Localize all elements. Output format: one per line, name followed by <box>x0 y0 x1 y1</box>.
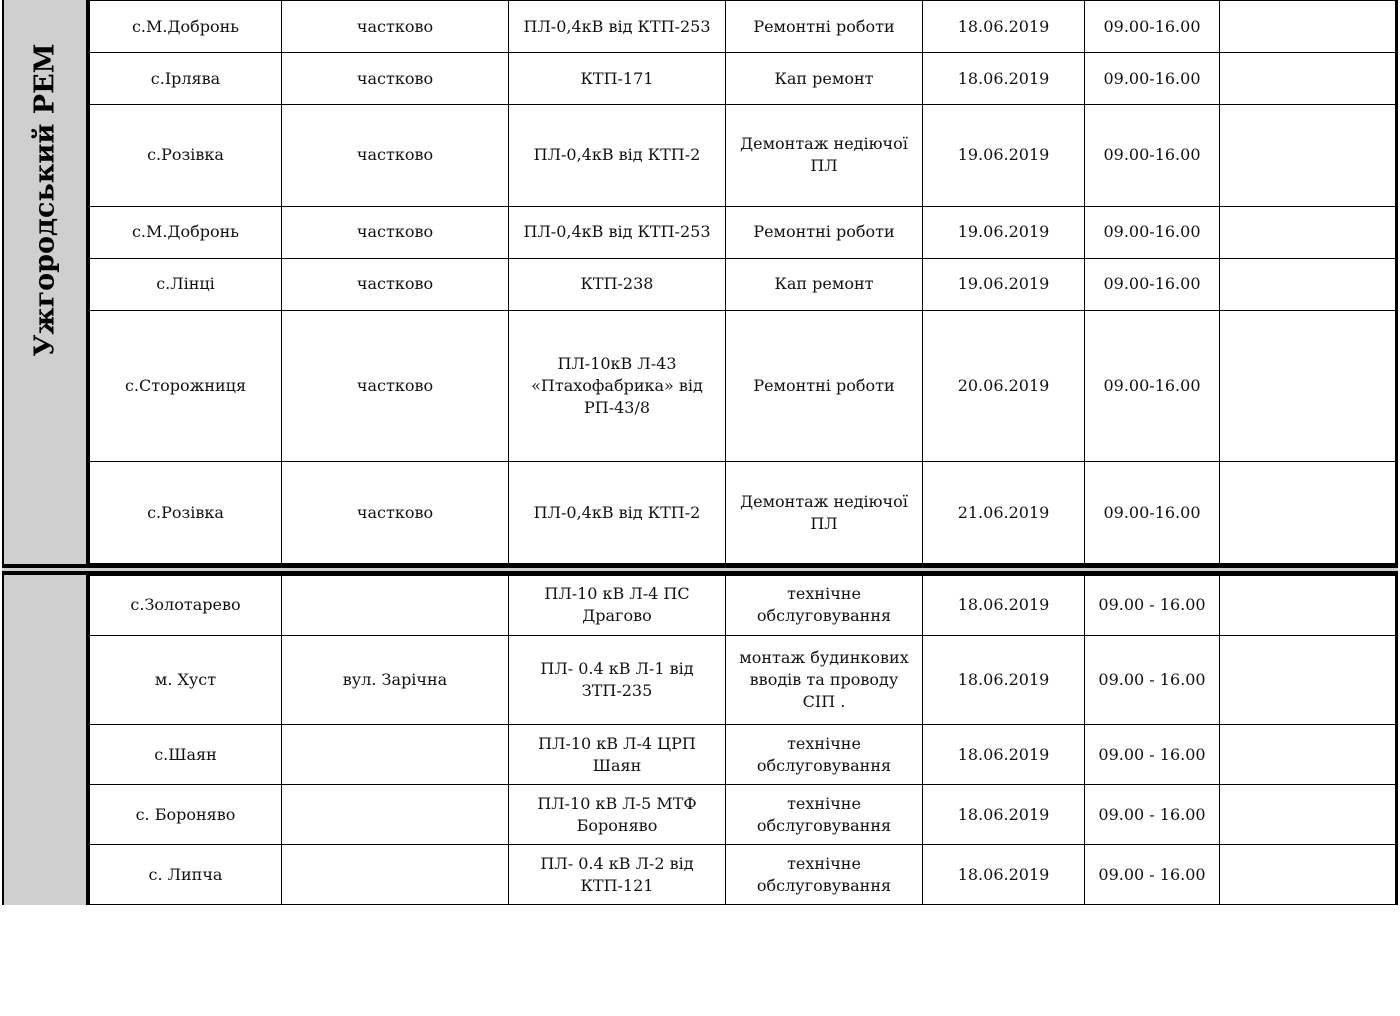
time-cell: 09.00-16.00 <box>1085 462 1220 564</box>
object-cell: КТП-238 <box>509 258 726 310</box>
time-cell: 09.00-16.00 <box>1085 258 1220 310</box>
date-cell: 18.06.2019 <box>923 1 1085 53</box>
place-cell: с.М.Добронь <box>90 206 282 258</box>
table-row <box>90 206 1396 258</box>
place-cell: с.М.Добронь <box>90 1 282 53</box>
note-cell <box>1220 105 1396 207</box>
note-cell <box>1220 785 1396 845</box>
object-cell: ПЛ-10 кВ Л-4 ЦРП Шаян <box>509 725 726 785</box>
time-cell: 09.00 - 16.00 <box>1085 845 1220 905</box>
table-row <box>90 462 1396 564</box>
work-type-cell: Кап ремонт <box>726 53 923 105</box>
place-cell: с.Золотарево <box>90 576 282 636</box>
object-cell: КТП-171 <box>509 53 726 105</box>
date-cell: 19.06.2019 <box>923 105 1085 207</box>
table-row <box>90 725 1396 785</box>
date-cell: 18.06.2019 <box>923 845 1085 905</box>
work-type-cell: технічне обслуговування <box>726 785 923 845</box>
region-label: Ужгородський РЕМ <box>29 43 61 357</box>
table-row <box>90 635 1396 724</box>
scope-cell <box>282 845 509 905</box>
note-cell <box>1220 206 1396 258</box>
table-row <box>90 576 1396 636</box>
scope-cell: частково <box>282 105 509 207</box>
work-type-cell: Ремонтні роботи <box>726 310 923 461</box>
place-cell: с. Липча <box>90 845 282 905</box>
work-type-cell: монтаж будинкових вводів та проводу СІП . <box>726 635 923 724</box>
uzhhorod-rem-block <box>2 0 1398 566</box>
scope-cell: частково <box>282 1 509 53</box>
time-cell: 09.00-16.00 <box>1085 1 1220 53</box>
note-cell <box>1220 53 1396 105</box>
date-cell: 20.06.2019 <box>923 310 1085 461</box>
object-cell: ПЛ-10 кВ Л-4 ПС Драгово <box>509 576 726 636</box>
table-row <box>90 785 1396 845</box>
note-cell <box>1220 310 1396 461</box>
place-cell: с. Бороняво <box>90 785 282 845</box>
place-cell: с.Розівка <box>90 462 282 564</box>
time-cell: 09.00-16.00 <box>1085 206 1220 258</box>
time-cell: 09.00 - 16.00 <box>1085 635 1220 724</box>
note-cell <box>1220 462 1396 564</box>
table-row <box>90 845 1396 905</box>
schedule-table-lower <box>89 575 1396 905</box>
date-cell: 18.06.2019 <box>923 53 1085 105</box>
place-cell: с.Розівка <box>90 105 282 207</box>
time-cell: 09.00-16.00 <box>1085 53 1220 105</box>
work-type-cell: технічне обслуговування <box>726 845 923 905</box>
object-cell: ПЛ-0,4кВ від КТП-2 <box>509 462 726 564</box>
date-cell: 18.06.2019 <box>923 785 1085 845</box>
note-cell <box>1220 845 1396 905</box>
place-cell: с.Шаян <box>90 725 282 785</box>
scope-cell <box>282 725 509 785</box>
table-row <box>90 310 1396 461</box>
object-cell: ПЛ- 0.4 кВ Л-1 від ЗТП-235 <box>509 635 726 724</box>
scope-cell: частково <box>282 53 509 105</box>
work-type-cell: Демонтаж недіючої ПЛ <box>726 462 923 564</box>
work-type-cell: Демонтаж недіючої ПЛ <box>726 105 923 207</box>
work-type-cell: Кап ремонт <box>726 258 923 310</box>
object-cell: ПЛ- 0.4 кВ Л-2 від КТП-121 <box>509 845 726 905</box>
schedule-table-upper <box>89 0 1396 564</box>
note-cell <box>1220 576 1396 636</box>
date-cell: 19.06.2019 <box>923 206 1085 258</box>
scope-cell: частково <box>282 310 509 461</box>
time-cell: 09.00 - 16.00 <box>1085 725 1220 785</box>
table-row <box>90 105 1396 207</box>
next-rem-block <box>2 573 1398 905</box>
time-cell: 09.00-16.00 <box>1085 105 1220 207</box>
work-type-cell: технічне обслуговування <box>726 576 923 636</box>
date-cell: 18.06.2019 <box>923 576 1085 636</box>
date-cell: 18.06.2019 <box>923 635 1085 724</box>
place-cell: с.Ірлява <box>90 53 282 105</box>
note-cell <box>1220 725 1396 785</box>
scope-cell: частково <box>282 206 509 258</box>
object-cell: ПЛ-10 кВ Л-5 МТФ Бороняво <box>509 785 726 845</box>
date-cell: 19.06.2019 <box>923 258 1085 310</box>
note-cell <box>1220 635 1396 724</box>
work-type-cell: Ремонтні роботи <box>726 1 923 53</box>
scope-cell <box>282 785 509 845</box>
table-row <box>90 53 1396 105</box>
work-type-cell: Ремонтні роботи <box>726 206 923 258</box>
work-type-cell: технічне обслуговування <box>726 725 923 785</box>
time-cell: 09.00 - 16.00 <box>1085 576 1220 636</box>
scope-cell: частково <box>282 258 509 310</box>
object-cell: ПЛ-10кВ Л-43 «Птахофабрика» від РП-43/8 <box>509 310 726 461</box>
scope-cell <box>282 576 509 636</box>
region-side-panel <box>4 0 89 564</box>
date-cell: 18.06.2019 <box>923 725 1085 785</box>
note-cell <box>1220 258 1396 310</box>
table-row <box>90 258 1396 310</box>
object-cell: ПЛ-0,4кВ від КТП-253 <box>509 206 726 258</box>
scope-cell: частково <box>282 462 509 564</box>
region-side-panel-lower <box>4 575 89 905</box>
date-cell: 21.06.2019 <box>923 462 1085 564</box>
table-row <box>90 1 1396 53</box>
section-divider <box>2 566 1398 573</box>
note-cell <box>1220 1 1396 53</box>
place-cell: м. Хуст <box>90 635 282 724</box>
scope-cell: вул. Зарічна <box>282 635 509 724</box>
place-cell: с.Лінці <box>90 258 282 310</box>
time-cell: 09.00 - 16.00 <box>1085 785 1220 845</box>
object-cell: ПЛ-0,4кВ від КТП-2 <box>509 105 726 207</box>
time-cell: 09.00-16.00 <box>1085 310 1220 461</box>
object-cell: ПЛ-0,4кВ від КТП-253 <box>509 1 726 53</box>
place-cell: с.Сторожниця <box>90 310 282 461</box>
